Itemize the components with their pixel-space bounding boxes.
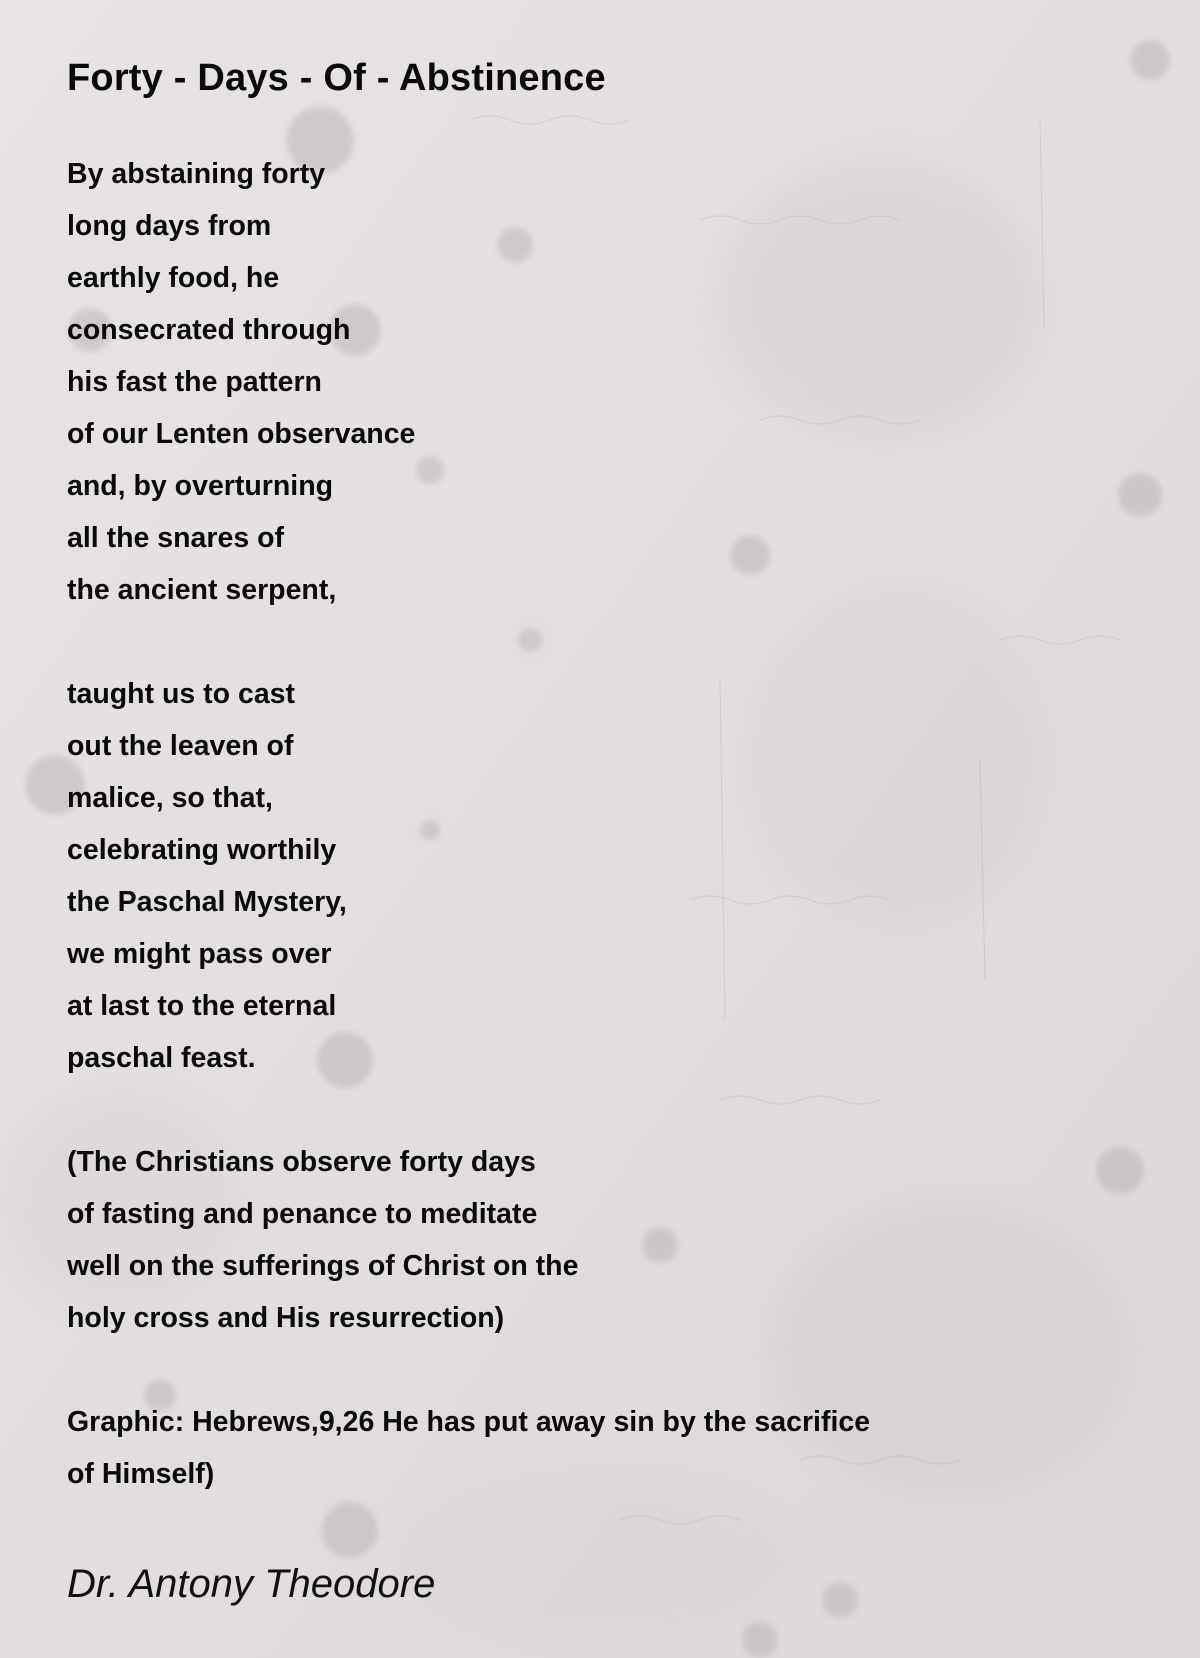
poem-container [67, 48, 1147, 1500]
poem-line: holy cross and His resurrection) [67, 1302, 505, 1334]
stanza-1 [67, 148, 1147, 616]
poem-line: malice, so that, [67, 782, 273, 814]
poem-line: celebrating worthily [67, 834, 337, 866]
poem-line: and, by overturning [67, 470, 334, 502]
stanza-3-note [67, 1136, 1147, 1344]
poem-line: of our Lenten observance [67, 418, 416, 450]
poem-line: earthly food, he [67, 262, 280, 294]
poem-line: his fast the pattern [67, 366, 322, 398]
poem-line: well on the sufferings of Christ on the [67, 1250, 579, 1282]
poem-line: at last to the eternal [67, 990, 337, 1022]
poem-author: Dr. Antony Theodore [67, 1562, 436, 1606]
poem-line: (The Christians observe forty days [67, 1146, 536, 1178]
poem-line: of fasting and penance to meditate [67, 1198, 538, 1230]
poem-line: out the leaven of [67, 730, 294, 762]
poem-line: of Himself) [67, 1458, 215, 1490]
poem-line: consecrated through [67, 314, 351, 346]
poem-line: paschal feast. [67, 1042, 256, 1074]
poem-line: long days from [67, 210, 272, 242]
stanza-4-graphic-note [67, 1396, 1147, 1500]
stanza-2 [67, 668, 1147, 1084]
poem-line: we might pass over [67, 938, 332, 970]
poem-line: Graphic: Hebrews,9,26 He has put away sin by the sacrifice [67, 1406, 871, 1438]
poem-line: the ancient serpent, [67, 574, 337, 606]
poem-line: all the snares of [67, 522, 284, 554]
poem-line: taught us to cast [67, 678, 296, 710]
poem-line: By abstaining forty [67, 158, 326, 190]
poem-title: Forty - Days - Of - Abstinence [67, 57, 606, 99]
poem-line: the Paschal Mystery, [67, 886, 347, 918]
